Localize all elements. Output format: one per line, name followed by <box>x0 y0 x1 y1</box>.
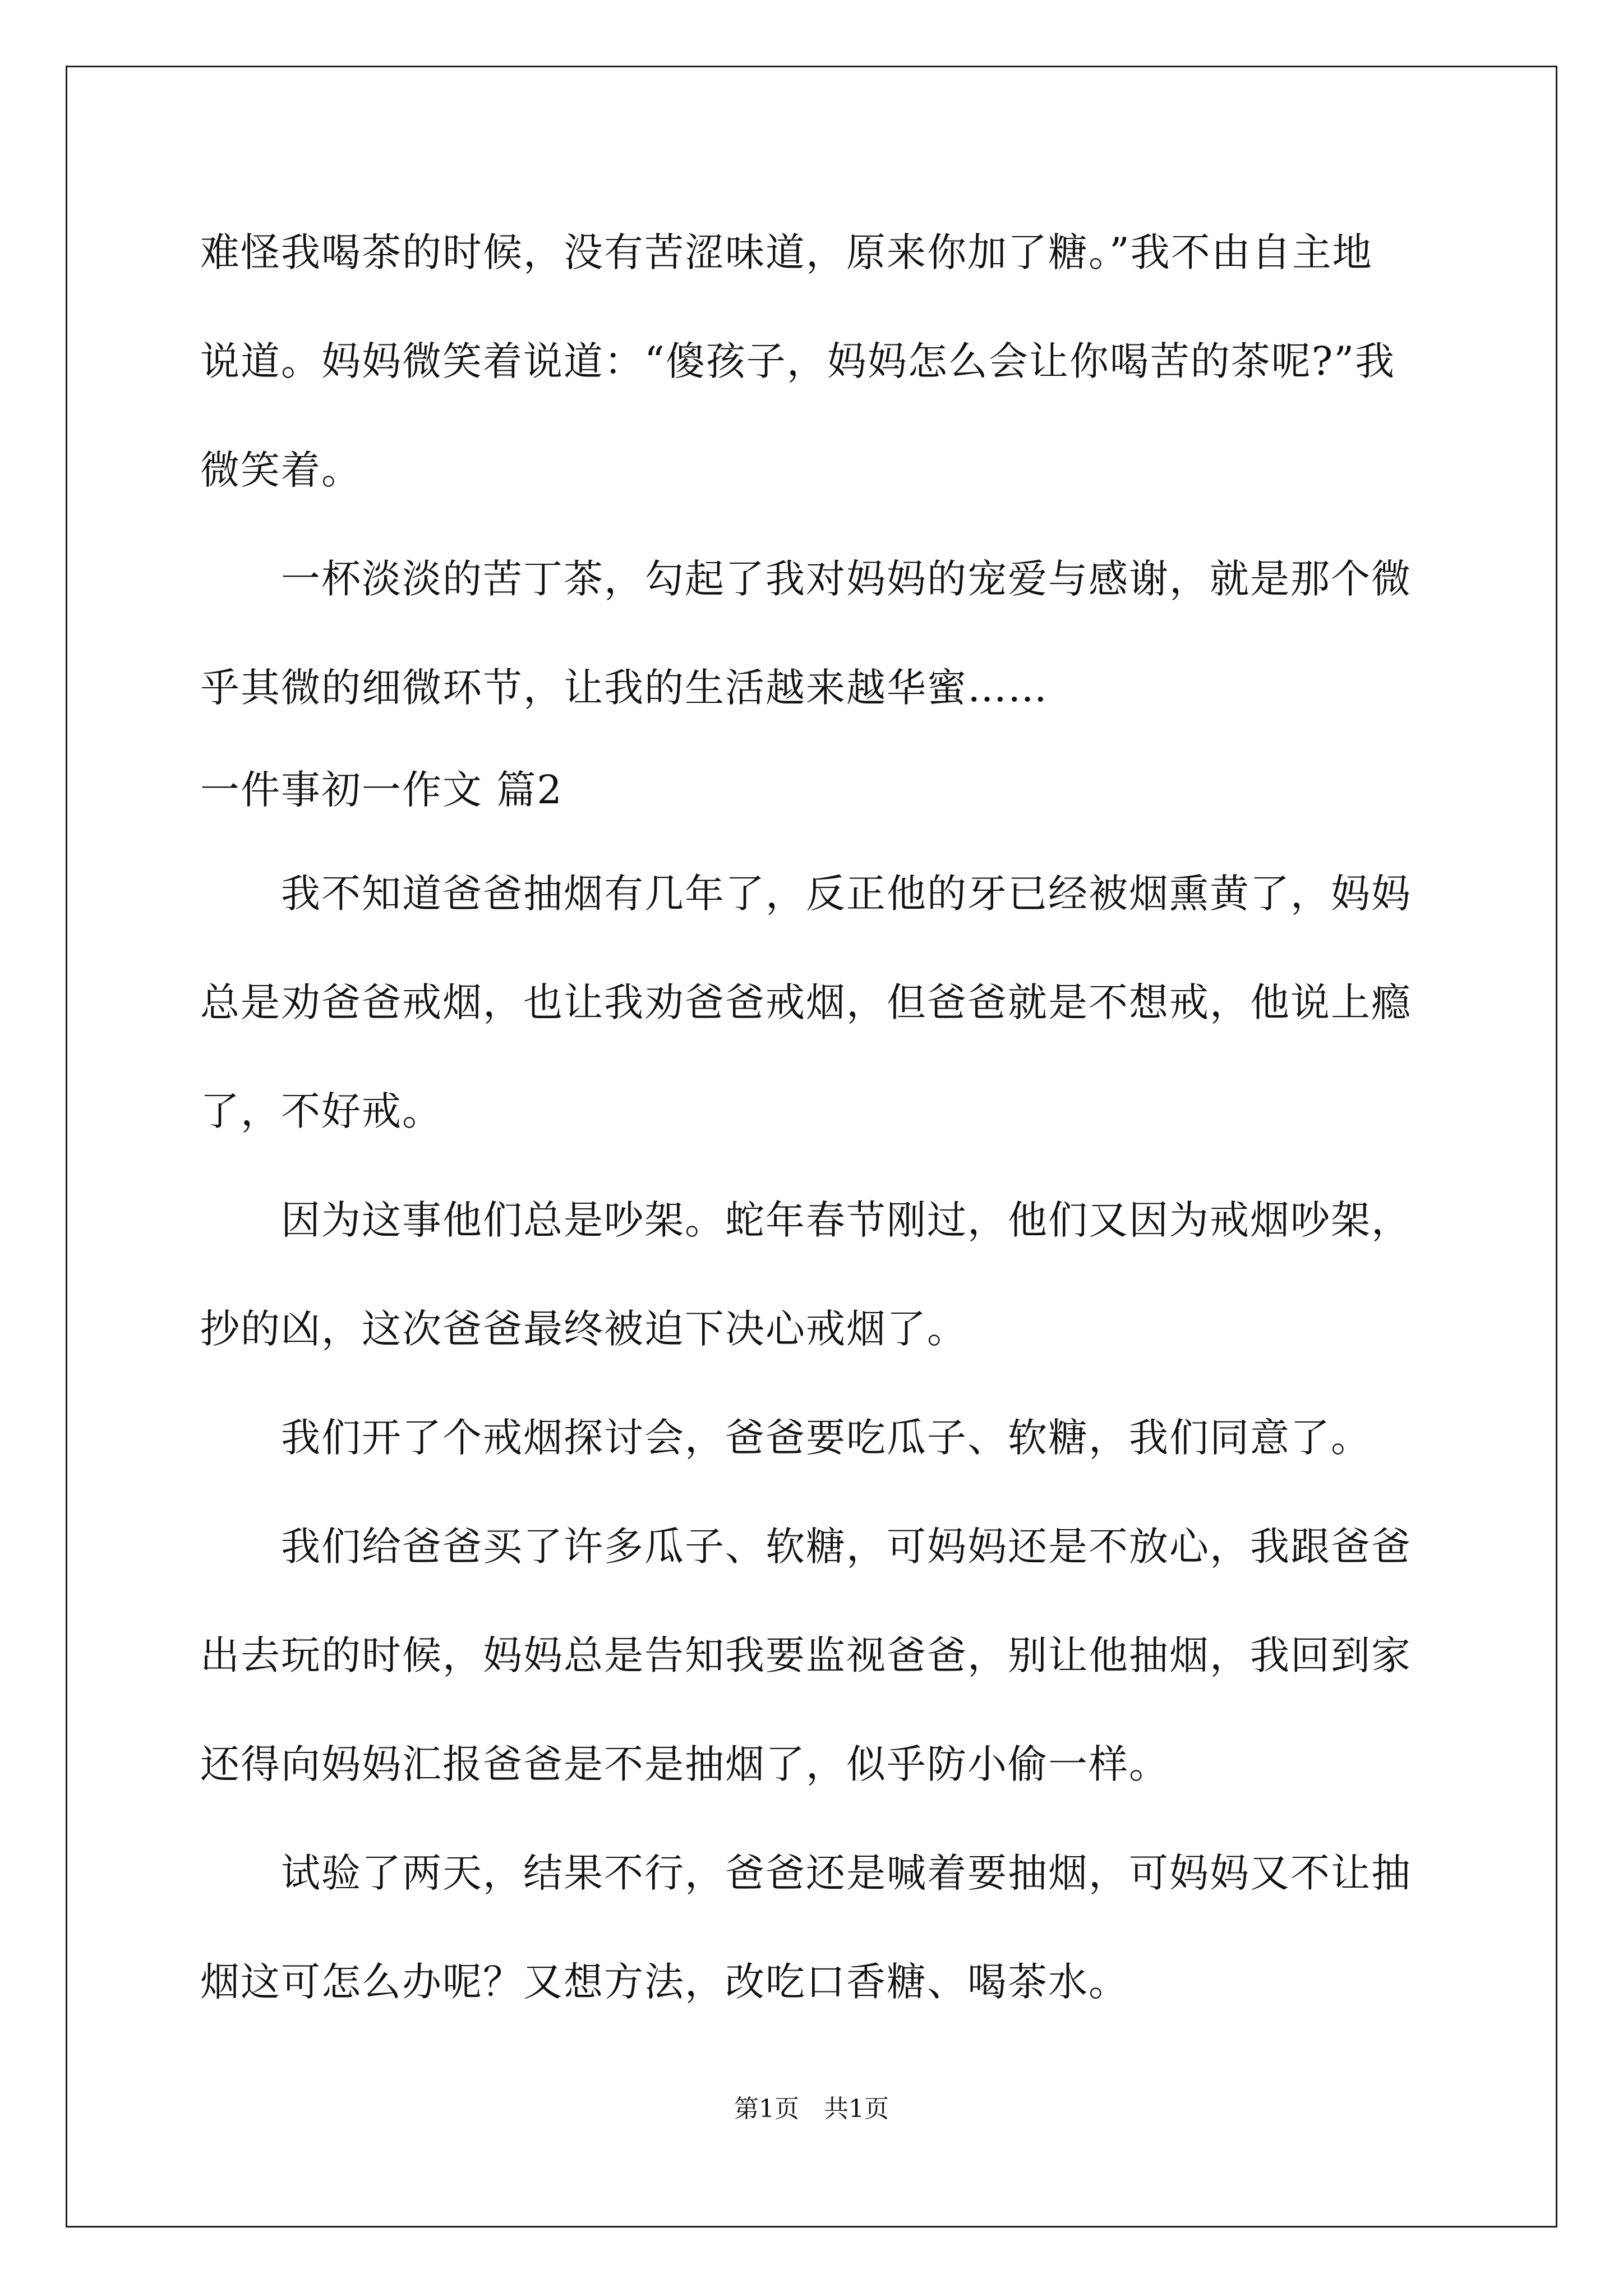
text-line: 我们给爸爸买了许多瓜子、软糖，可妈妈还是不放心，我跟爸爸 <box>200 1524 1412 1570</box>
text-line: 我不知道爸爸抽烟有几年了，反正他的牙已经被烟熏黄了，妈妈 <box>200 871 1412 917</box>
text-line: 了，不好戒。 <box>200 1088 442 1134</box>
text-line: 乎其微的细微环节，让我的生活越来越华蜜…… <box>200 665 1048 711</box>
text-line: 微笑着。 <box>200 447 362 493</box>
text-line: 出去玩的时候，妈妈总是告知我要监视爸爸，别让他抽烟，我回到家 <box>200 1632 1412 1678</box>
text-line: 烟这可怎么办呢？又想方法，改吃口香糖、喝茶水。 <box>200 1959 1129 2005</box>
text-line: 抄的凶，这次爸爸最终被迫下决心戒烟了。 <box>200 1306 967 1352</box>
text-line: 总是劝爸爸戒烟，也让我劝爸爸戒烟，但爸爸就是不想戒，他说上瘾 <box>200 979 1412 1025</box>
text-line: 难怪我喝茶的时候，没有苦涩味道，原来你加了糖。”我不由自主地 <box>200 229 1373 275</box>
section-heading: 一件事初一作文 篇2 <box>200 767 563 813</box>
text-line: 我们开了个戒烟探讨会，爸爸要吃瓜子、软糖，我们同意了。 <box>200 1415 1371 1461</box>
text-line: 说道。妈妈微笑着说道：“傻孩子，妈妈怎么会让你喝苦的茶呢?”我 <box>200 338 1396 384</box>
text-line: 一杯淡淡的苦丁茶，勾起了我对妈妈的宠爱与感谢，就是那个微 <box>200 556 1412 602</box>
text-line: 试验了两天，结果不行，爸爸还是喊着要抽烟，可妈妈又不让抽 <box>200 1850 1412 1896</box>
page-border <box>66 66 1557 2228</box>
text-line: 因为这事他们总是吵架。蛇年春节刚过，他们又因为戒烟吵架， <box>200 1197 1412 1243</box>
page-footer: 第1页 共1页 <box>734 2095 889 2123</box>
text-line: 还得向妈妈汇报爸爸是不是抽烟了，似乎防小偷一样。 <box>200 1741 1169 1787</box>
